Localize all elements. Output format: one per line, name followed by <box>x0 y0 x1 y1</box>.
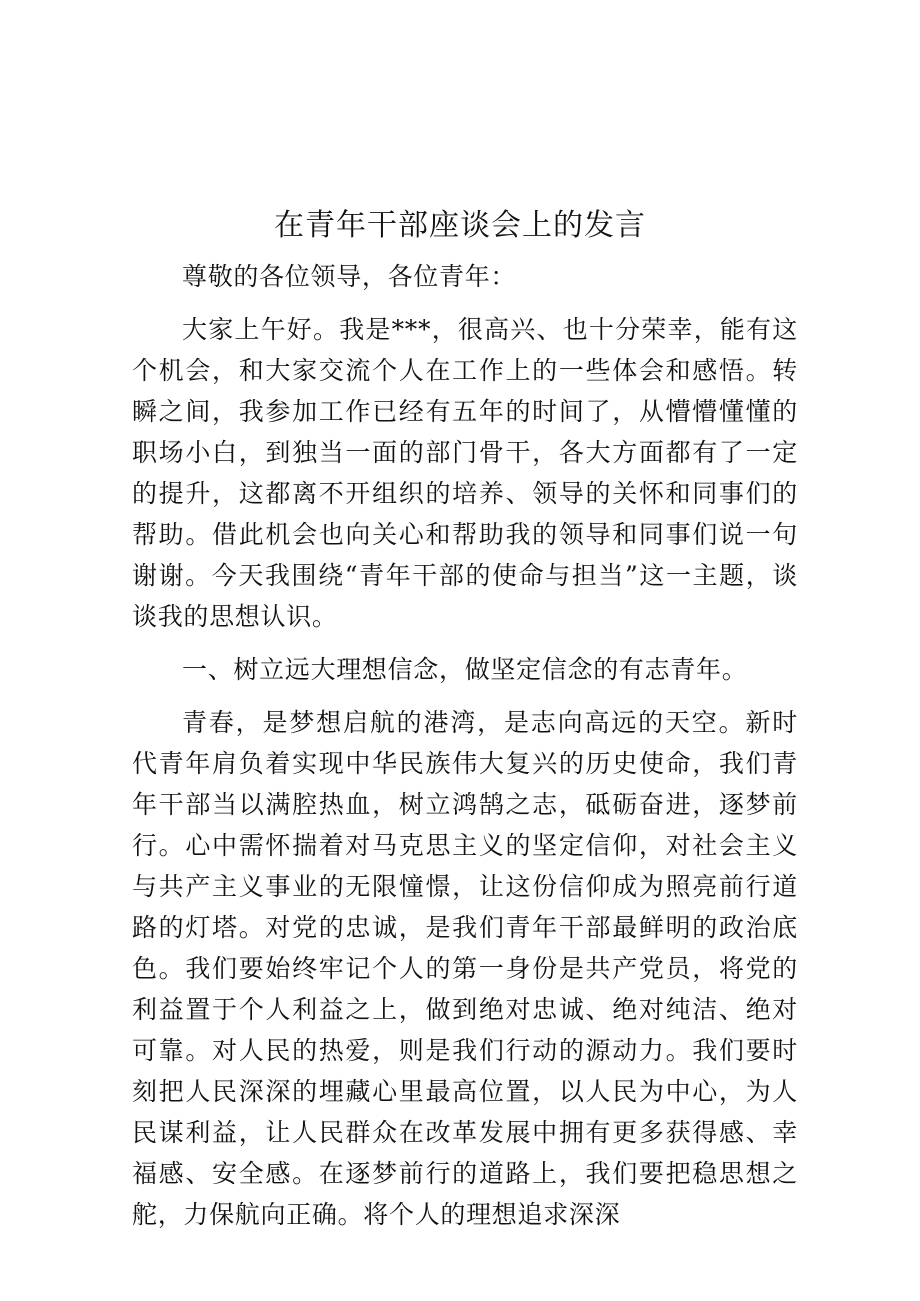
section-heading-1: 一、树立远大理想信念，做坚定信念的有志青年。 <box>182 655 748 684</box>
document-body <box>132 256 798 1235</box>
paragraph-intro: 大家上午好。我是***，很高兴、也十分荣幸，能有这个机会，和大家交流个人在工作上的一些体会和感悟。转瞬之间，我参加工作已经有五年的时间了，从懵懵懂懂的职场小白，到独当一面的部门骨干，各大方面都有了一定的提升，这都离不开组织的培养、领导的关怀和同事们的帮助。借此机会也向关心和帮助我的领导和同事们说一句谢谢。今天我围绕“青年干部的使命与担当”这一主题，谈谈我的思想认识。 <box>132 315 798 631</box>
document-title: 在青年干部座谈会上的发言 <box>274 208 646 243</box>
salutation: 尊敬的各位领导，各位青年： <box>182 262 517 291</box>
paragraph-section-1: 青春，是梦想启航的港湾，是志向高远的天空。新时代青年肩负着实现中华民族伟大复兴的历史使命，我们青年干部当以满腔热血，树立鸿鹄之志，砥砺奋进，逐梦前行。心中需怀揣着对马克思主义的坚定信仰，对社会主义与共产主义事业的无限憧憬，让这份信仰成为照亮前行道路的灯塔。对党的忠诚，是我们青年干部最鲜明的政治底色。我们要始终牢记个人的第一身份是共产党员，将党的利益置于个人利益之上，做到绝对忠诚、绝对纯洁、绝对可靠。对人民的热爱，则是我们行动的源动力。我们要时刻把人民深深的埋藏心里最高位置，以人民为中心，为人民谋利益，让人民群众在改革发展中拥有更多获得感、幸福感、安全感。在逐梦前行的道路上，我们要把稳思想之舵，力保航向正确。将个人的理想追求深深 <box>132 708 798 1229</box>
